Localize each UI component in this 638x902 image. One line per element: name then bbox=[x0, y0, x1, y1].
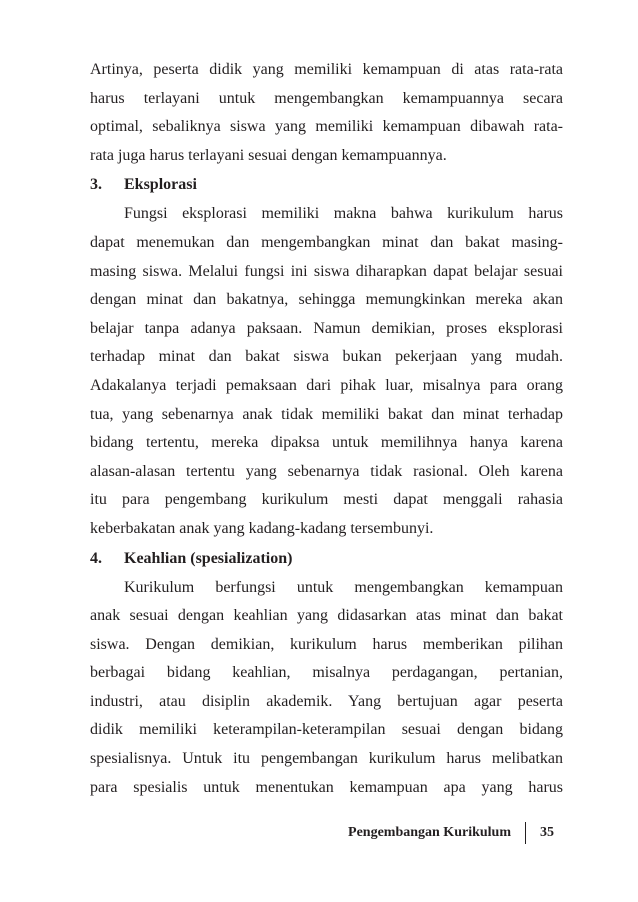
text-line: keberbakatan anak yang kadang-kadang tersembunyi. bbox=[90, 519, 434, 537]
text-line: harus terlayani untuk mengembangkan kemampuannya secara bbox=[90, 89, 563, 107]
section-heading-keahlian bbox=[90, 544, 563, 574]
footer-divider bbox=[525, 822, 526, 844]
text-line: masing siswa. Melalui fungsi ini siswa diharapkan dapat belajar sesuai bbox=[90, 262, 563, 280]
text-line: tua, yang sebenarnya anak tidak memiliki bakat dan minat terhadap bbox=[90, 405, 563, 423]
page-body bbox=[90, 56, 563, 802]
page-number: 35 bbox=[540, 825, 554, 840]
intro-paragraph bbox=[90, 56, 563, 170]
eksplorasi-paragraph bbox=[90, 200, 563, 543]
text-line: industri, atau disiplin akademik. Yang bertujuan agar peserta bbox=[90, 692, 563, 710]
running-title: Pengembangan Kurikulum bbox=[348, 825, 511, 840]
section-number: 4. bbox=[90, 549, 102, 567]
text-line: terhadap minat dan bakat siswa bukan pekerjaan yang mudah. bbox=[90, 348, 563, 366]
text-line: itu para pengembang kurikulum mesti dapat menggali rahasia bbox=[90, 491, 563, 509]
text-line: berbagai bidang keahlian, misalnya perdagangan, pertanian, bbox=[90, 664, 563, 682]
text-line: alasan-alasan tertentu yang sebenarnya tidak rasional. Oleh karena bbox=[90, 462, 563, 480]
page-footer bbox=[348, 822, 554, 844]
section-title: Keahlian (spesialization) bbox=[124, 549, 293, 567]
text-line: dapat menemukan dan mengembangkan minat dan bakat masing- bbox=[90, 233, 563, 251]
text-line: anak sesuai dengan keahlian yang didasarkan atas minat dan bakat bbox=[90, 607, 563, 625]
text-line: didik memiliki keterampilan-keterampilan sesuai dengan bidang bbox=[90, 721, 563, 739]
text-line: belajar tanpa adanya paksaan. Namun demikian, proses eksplorasi bbox=[90, 319, 563, 337]
text-line: Kurikulum berfungsi untuk mengembangkan kemampuan bbox=[124, 578, 563, 596]
section-number: 3. bbox=[90, 176, 102, 194]
text-line: Fungsi eksplorasi memiliki makna bahwa kurikulum harus bbox=[124, 205, 563, 223]
section-title: Eksplorasi bbox=[124, 176, 197, 194]
text-line: optimal, sebaliknya siswa yang memiliki kemampuan dibawah rata- bbox=[90, 118, 563, 136]
text-line: Adakalanya terjadi pemaksaan dari pihak luar, misalnya para orang bbox=[90, 376, 563, 394]
text-line: bidang tertentu, mereka dipaksa untuk memilihnya hanya karena bbox=[90, 434, 563, 452]
text-line: Artinya, peserta didik yang memiliki kemampuan di atas rata-rata bbox=[90, 61, 563, 78]
section-heading-eksplorasi bbox=[90, 170, 563, 200]
text-line: dengan minat dan bakatnya, sehingga memungkinkan mereka akan bbox=[90, 291, 563, 309]
text-line: siswa. Dengan demikian, kurikulum harus memberikan pilihan bbox=[90, 635, 563, 653]
text-line: spesialisnya. Untuk itu pengembangan kurikulum harus melibatkan bbox=[90, 750, 563, 768]
text-line: para spesialis untuk menentukan kemampuan apa yang harus bbox=[90, 778, 563, 796]
keahlian-paragraph bbox=[90, 574, 563, 803]
text-line: rata juga harus terlayani sesuai dengan kemampuannya. bbox=[90, 146, 447, 164]
